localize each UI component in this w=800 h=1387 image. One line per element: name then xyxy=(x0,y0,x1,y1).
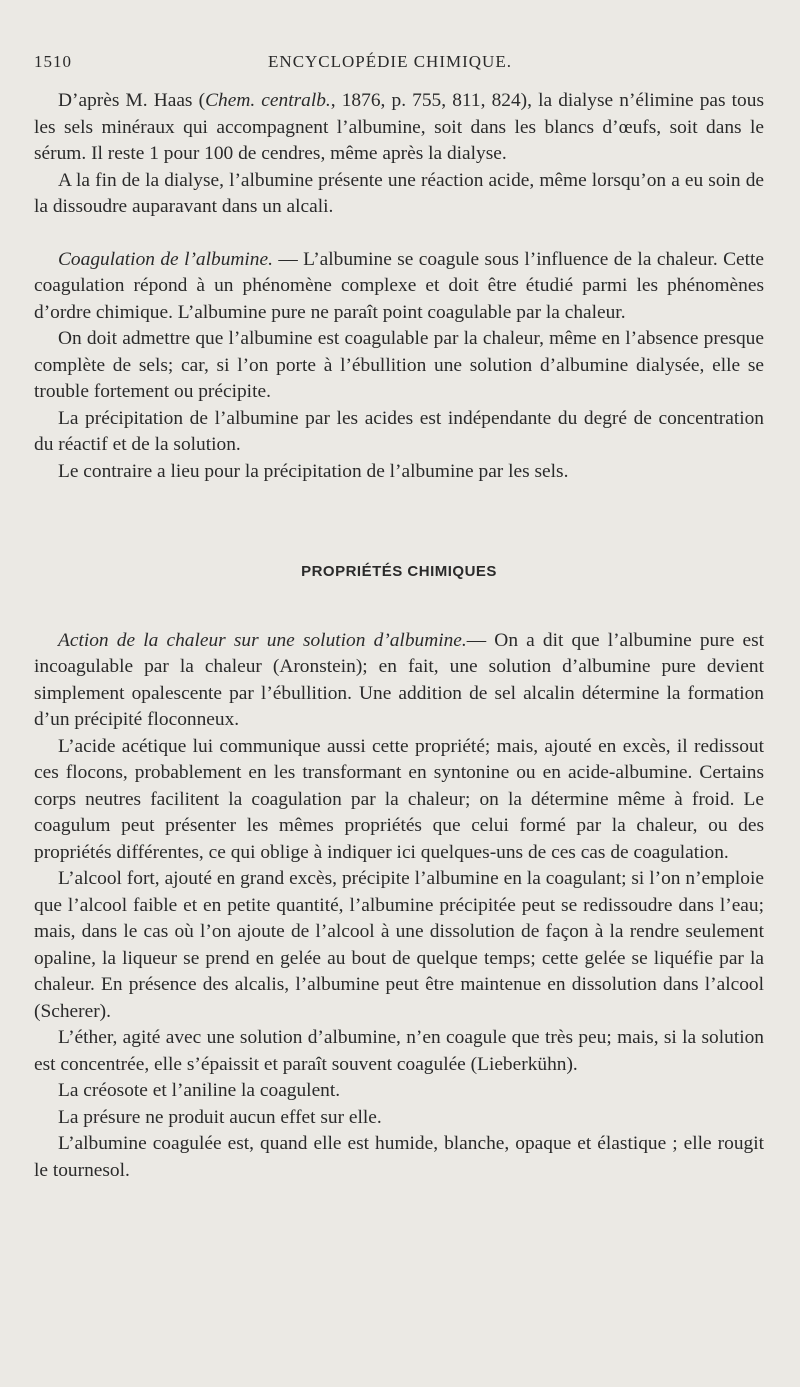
paragraph-precipitation: La précipitation de l’albumine par les acides est indépendante du degré de concentration du réactif et de la solution. xyxy=(34,407,764,455)
running-title: ENCYCLOPÉDIE CHIMIQUE. xyxy=(268,52,512,71)
paragraph-acide-acetique: L’acide acétique lui communique aussi cette propriété; mais, ajouté en excès, il redissout ces flocons, probablement en les transformant en syntonine ou en acide-albumine. Certains corps neutres facilitent la coagulation par la chaleur; on la détermine même à froid. Le coagulum peut présenter les mêmes propriétés que celui formé par la chaleur, ou des propriétés différentes, ce qui oblige à indiquer ici quelques-uns de ces cas de coagulation. xyxy=(34,735,764,863)
paragraph-coagulation xyxy=(34,247,764,327)
paragraph-text: D’après M. Haas ( xyxy=(58,90,206,111)
section-title: PROPRIÉTÉS CHIMIQUES xyxy=(301,563,497,580)
paragraph-alcool: L’alcool fort, ajouté en grand excès, précipite l’albumine en la coagulant; si l’on n’emploie que l’alcool faible et en petite quantité, l’albumine précipitée peut se redissoudre dans l’eau; mais, dans le cas où l’on ajoute de l’alcool à une dissolution de façon à la rendre seulement opaline, la liqueur se prend en gelée au bout de quelque temps; cette gelée se liquéfie par la chaleur. En présence des alcalis, l’albumine peut être maintenue en dissolution dans l’alcool (Scherer). xyxy=(34,868,764,1022)
citation-journal: Chem. centralb. xyxy=(205,90,331,111)
paragraph-dialyse: A la fin de la dialyse, l’albumine présente une réaction acide, même lorsqu’on a eu soin de la dissoudre auparavant dans un alcali. xyxy=(34,169,764,217)
subsection-heading: Action de la chaleur sur une solution d’albumine. xyxy=(58,629,467,651)
paragraph-gap xyxy=(34,221,764,247)
paragraph-text: , 1876, p. 755, 811, 824), la dialyse n’élimine pas tous les sels minéraux qui accompagnent l’albumine, soit dans les blancs d’œufs, soit dans le sérum. Il reste 1 pour 100 de cendres, même après la dialyse. xyxy=(34,90,764,164)
paragraph-action-chaleur xyxy=(34,628,764,734)
main-text xyxy=(34,88,764,1184)
paragraph-text: — On a dit que l’albumine pure est incoagulable par la chaleur (Aronstein); en fait, une solution d’albumine pure devient simplement opalescente par l’ébullition. Une addition de sel alcalin détermine la formation d’un précipité floconneux. xyxy=(34,629,765,730)
page-number: 1510 xyxy=(34,52,72,71)
paragraph-text: — L’albumine se coagule sous l’influence de la chaleur. Cette coagulation répond à un phénomène complexe et doit être étudié parmi les phénomènes d’ordre chimique. L’albumine pure ne paraît point coagulable par la chaleur. xyxy=(34,248,764,323)
paragraph-presure: La présure ne produit aucun effet sur elle. xyxy=(58,1106,382,1128)
paragraph-albumine-coagulee: L’albumine coagulée est, quand elle est humide, blanche, opaque et élastique ; elle rougit le tournesol. xyxy=(34,1133,764,1181)
subsection-heading: Coagulation de l’albumine. xyxy=(58,248,273,270)
paragraph-creosote: La créosote et l’aniline la coagulent. xyxy=(58,1080,341,1101)
paragraph-haas xyxy=(34,88,764,168)
paragraph-ether: L’éther, agité avec une solution d’albumine, n’en coagule que très peu; mais, si la solution est concentrée, elle s’épaissit et paraît souvent coagulée (Lieberkühn). xyxy=(34,1027,764,1075)
paragraph-contraire: Le contraire a lieu pour la précipitation de l’albumine par les sels. xyxy=(58,460,569,482)
paragraph-admettre: On doit admettre que l’albumine est coagulable par la chaleur, même en l’absence presque complète de sels; car, si l’on porte à l’ébullition une solution d’albumine dialysée, elle se trouble fortement ou précipite. xyxy=(34,328,764,402)
running-header xyxy=(34,52,764,88)
